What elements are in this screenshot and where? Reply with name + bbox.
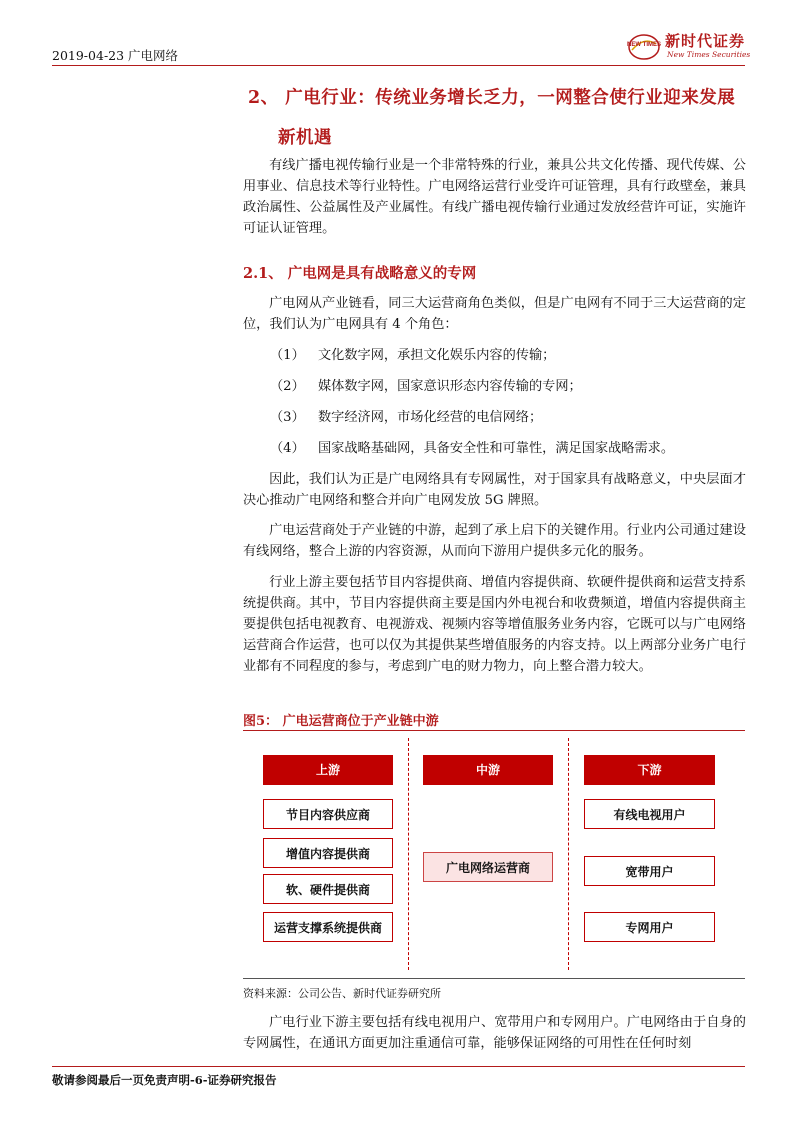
midstream-box: 广电网络运营商 xyxy=(423,852,553,882)
upstream-box: 节目内容供应商 xyxy=(263,799,393,829)
role-item: （3） 数字经济网，市场化经营的电信网络； xyxy=(270,410,543,425)
new-times-badge-icon xyxy=(627,32,661,62)
downstream-box: 有线电视用户 xyxy=(584,799,715,829)
figure-bottom-rule xyxy=(243,978,745,979)
role-item: （4） 国家战略基础网，具备安全性和可靠性，满足国家战略需求。 xyxy=(270,441,675,456)
midstream-header: 中游 xyxy=(423,755,553,785)
upstream-header: 上游 xyxy=(263,755,393,785)
header-divider xyxy=(52,65,745,66)
section-title-line1: 2、 广电行业：传统业务增长乏力，一网整合使行业迎来发展 xyxy=(248,88,736,108)
subsection-title: 2.1、 广电网是具有战略意义的专网 xyxy=(243,265,477,282)
subsection-paragraph-4: 行业上游主要包括节目内容提供商、增值内容提供商、软硬件提供商和运营支持系统提供商。其中，节目内容提供商主要是国内外电视台和收费频道，增值内容提供商主要提供包括电视教育、电视游戏、视频内容等增值服务业务内容，它既可以与广电网络运营商合作运营，也可以仅为其提供某些增值服务的内容支持。以上两部分业务广电行业都有不同程度的参与，考虑到广电的财力物力，向上整合潜力较大。 xyxy=(243,575,746,674)
role-item: （1） 文化数字网，承担文化娱乐内容的传输； xyxy=(270,348,556,363)
role-item: （2） 媒体数字网，国家意识形态内容传输的专网； xyxy=(270,379,582,394)
footer-divider xyxy=(52,1066,745,1067)
downstream-header: 下游 xyxy=(584,755,715,785)
subsection-paragraph-3: 广电运营商处于产业链的中游，起到了承上启下的关键作用。行业内公司通过建设有线网络，整合上游的内容资源，从而向下游用户提供多元化的服务。 xyxy=(243,523,746,559)
logo-badge-text: NEW TIMES xyxy=(627,42,661,48)
divider-dashed-line xyxy=(568,738,569,970)
logo-chinese-name: 新时代证券 xyxy=(665,32,746,50)
figure-source: 资料来源：公司公告、新时代证券研究所 xyxy=(243,987,441,1000)
subsection-paragraph-2: 因此，我们认为正是广电网络具有专网属性，对于国家具有战略意义，中央层面才决心推动广电网络和整合并向广电网发放 5G 牌照。 xyxy=(243,472,746,508)
figure-top-rule xyxy=(243,730,745,731)
upstream-box: 运营支撑系统提供商 xyxy=(263,912,393,942)
header-date-source: 2019-04-23 广电网络 xyxy=(52,48,179,63)
figure-title: 图5： 广电运营商位于产业链中游 xyxy=(243,714,439,729)
section-intro-paragraph: 有线广播电视传输行业是一个非常特殊的行业，兼具公共文化传播、现代传媒、公用事业、信息技术等行业特性。广电网络运营行业受许可证管理，具有行政壁垒，兼具政治属性、公益属性及产业属性。有线广播电视传输行业通过发放经营许可证，实施许可证认证管理。 xyxy=(243,158,746,236)
upstream-box: 增值内容提供商 xyxy=(263,838,393,868)
downstream-box: 宽带用户 xyxy=(584,856,715,886)
subsection-paragraph-1: 广电网从产业链看，同三大运营商角色类似，但是广电网有不同于三大运营商的定位，我们认为广电网具有 4 个角色： xyxy=(243,296,746,332)
footer-disclaimer: 敬请参阅最后一页免责声明-6-证券研究报告 xyxy=(52,1073,277,1087)
upstream-box: 软、硬件提供商 xyxy=(263,874,393,904)
divider-dashed-line xyxy=(408,738,409,970)
logo-english-name: New Times Securities xyxy=(667,50,751,59)
section-title-line2: 新机遇 xyxy=(278,128,332,148)
company-logo xyxy=(627,30,777,64)
closing-paragraph: 广电行业下游主要包括有线电视用户、宽带用户和专网用户。广电网络由于自身的专网属性，在通讯方面更加注重通信可靠，能够保证网络的可用性在任何时刻 xyxy=(243,1015,746,1051)
downstream-box: 专网用户 xyxy=(584,912,715,942)
